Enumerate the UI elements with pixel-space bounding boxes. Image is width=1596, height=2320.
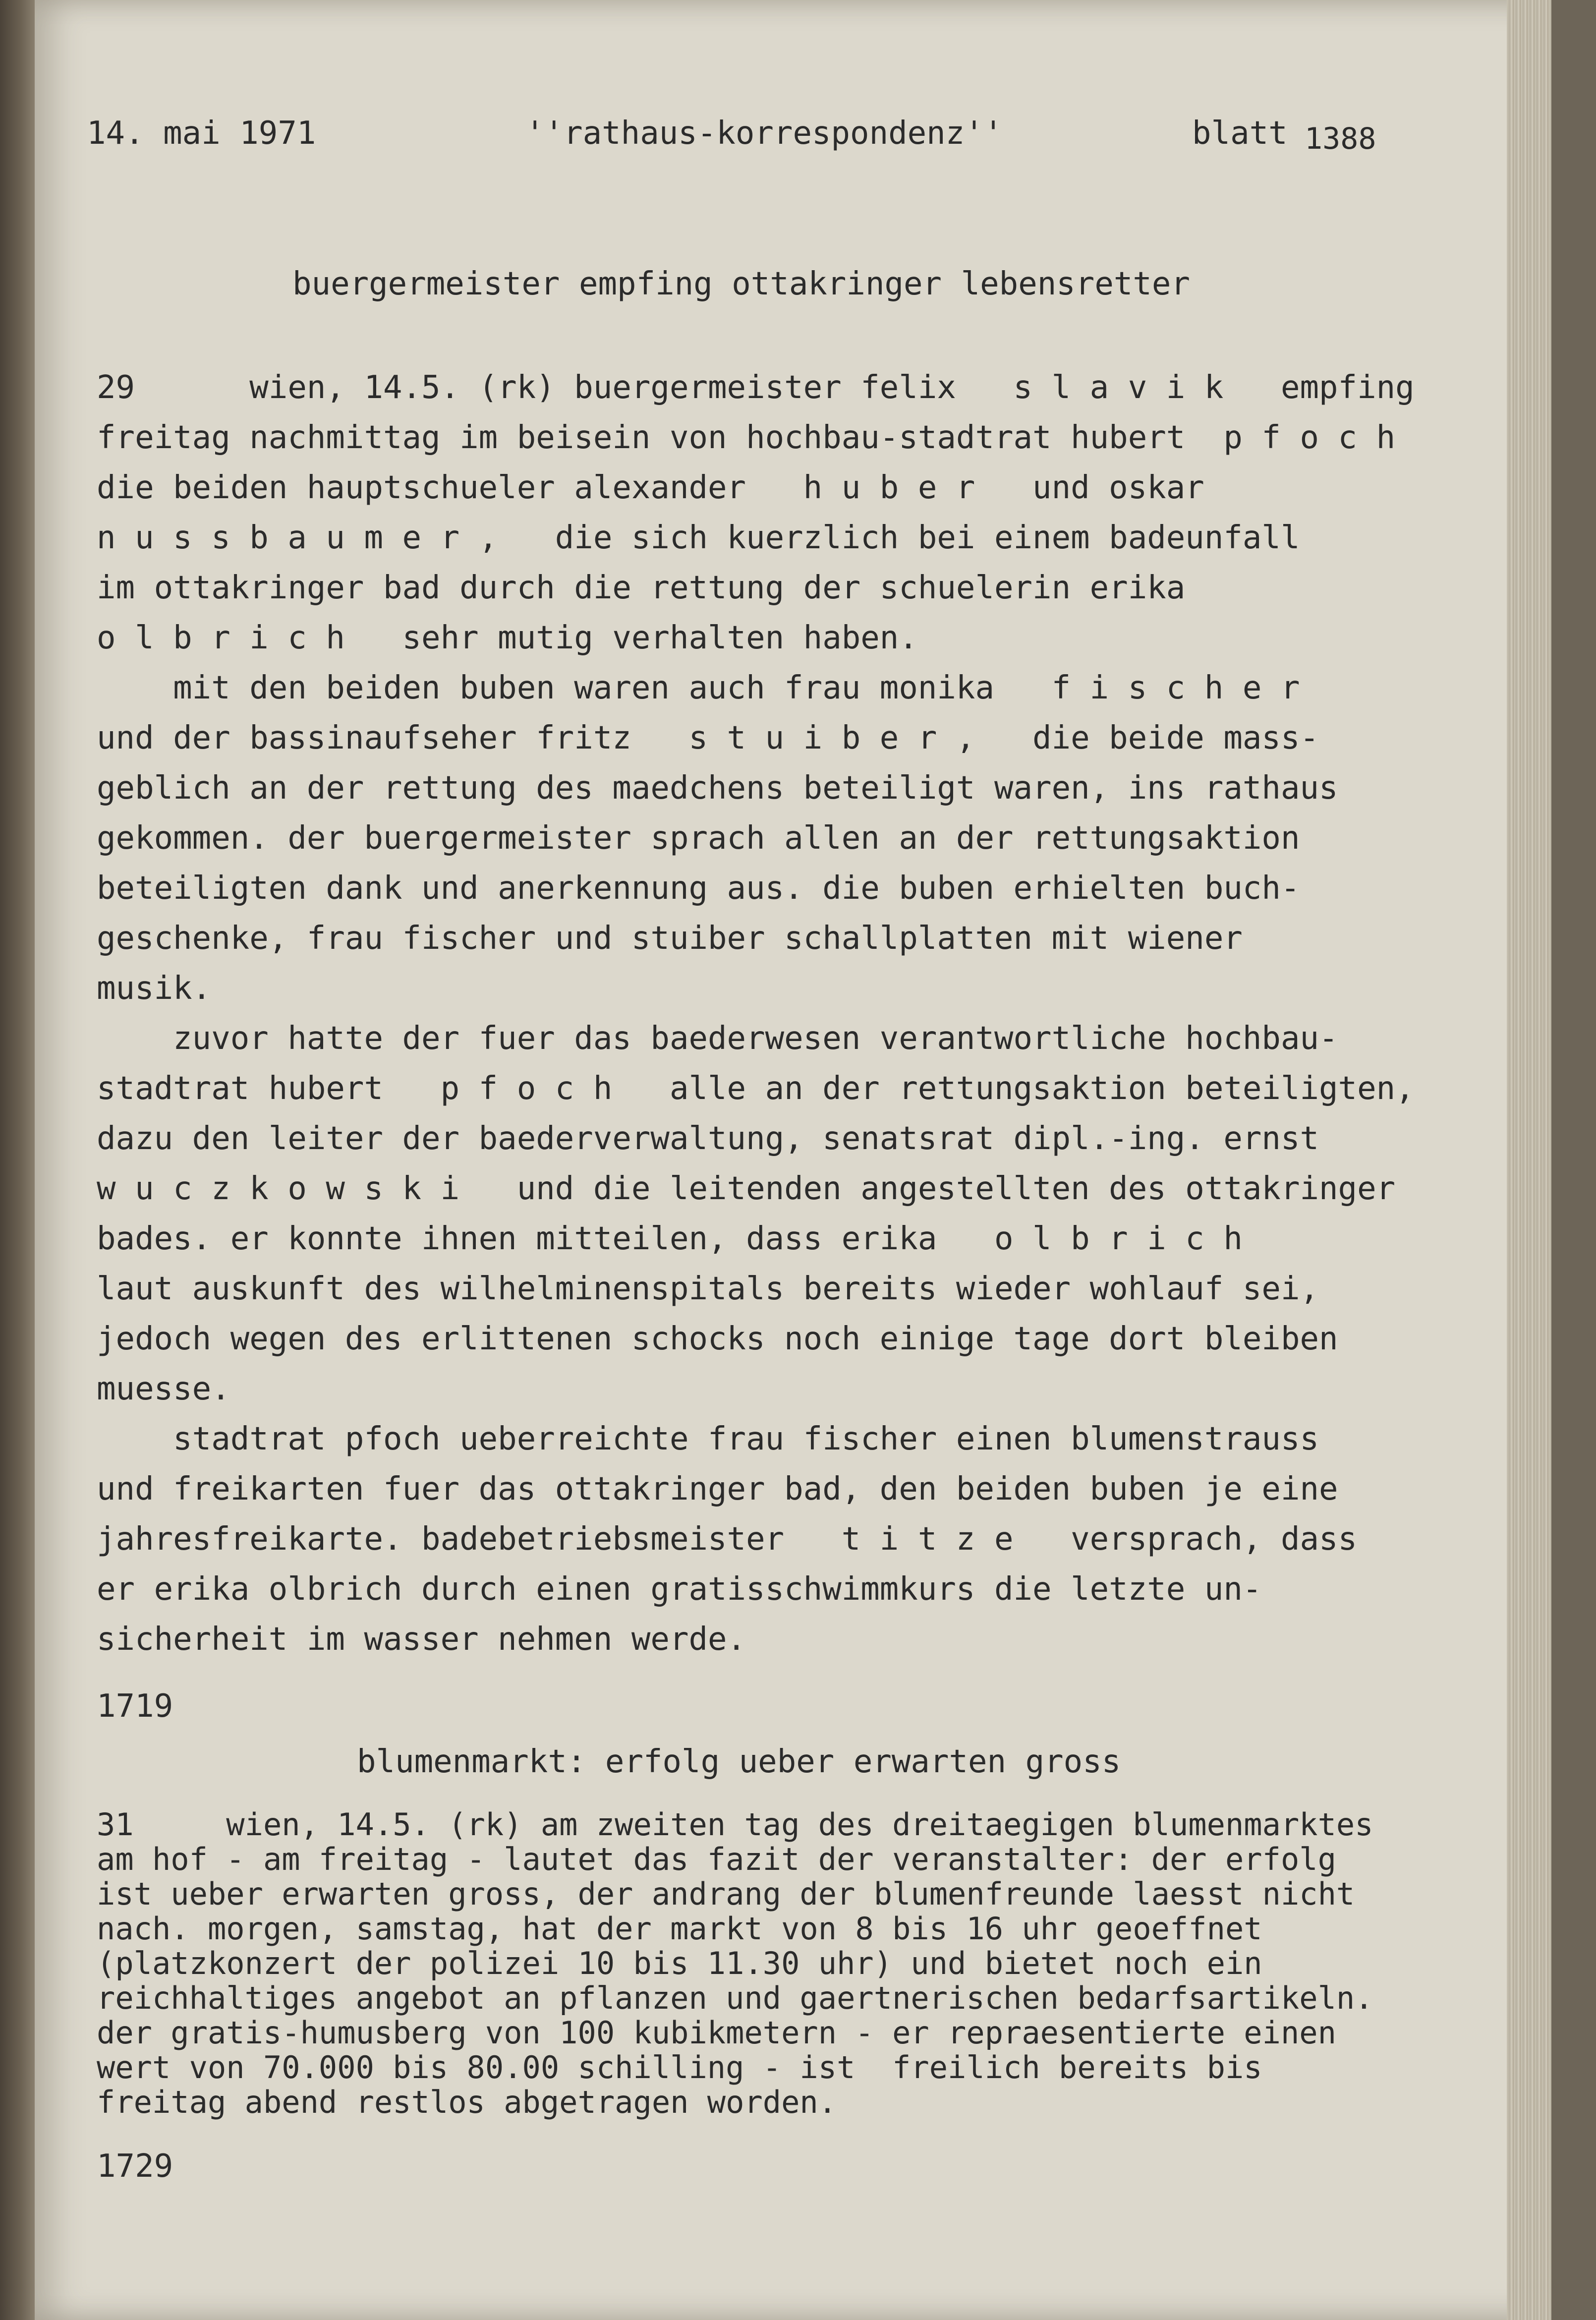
header-publication: ''rathaus-korrespondenz'': [525, 115, 1003, 152]
text-line: wert von 70.000 bis 80.00 schilling - ist freilich bereits bis: [97, 2049, 1262, 2086]
text-line: ist ueber erwarten gross, der andrang der blumenfreunde laesst nicht: [97, 1876, 1355, 1912]
text-line: er erika olbrich durch einen gratisschwimmkurs die letzte un-: [97, 1571, 1262, 1608]
article1-body: [97, 363, 1415, 1665]
header-sheet-label: blatt: [1192, 115, 1288, 152]
text-line: bades. er konnte ihnen mitteilen, dass erika o l b r i c h: [97, 1220, 1243, 1257]
header-date: 14. mai 1971: [87, 115, 316, 152]
text-line: und freikarten fuer das ottakringer bad, den beiden buben je eine: [97, 1471, 1338, 1508]
article2-body: [97, 1807, 1373, 2120]
text-line: gekommen. der buergermeister sprach allen an der rettungsaktion: [97, 820, 1300, 857]
text-line: die beiden hauptschueler alexander h u b e r und oskar: [97, 469, 1204, 506]
article1-headline: buergermeister empfing ottakringer lebensretter: [292, 266, 1190, 302]
text-line: (platzkonzert der polizei 10 bis 11.30 uhr) und bietet noch ein: [97, 1945, 1262, 1981]
text-line: zuvor hatte der fuer das baederwesen verantwortliche hochbau-: [97, 1020, 1338, 1057]
text-line: mit den beiden buben waren auch frau monika f i s c h e r: [97, 670, 1300, 706]
text-line: 29 wien, 14.5. (rk) buergermeister felix s l a v i k empfing: [97, 369, 1415, 406]
text-line: laut auskunft des wilhelminenspitals bereits wieder wohlauf sei,: [97, 1271, 1319, 1307]
text-line: nach. morgen, samstag, hat der markt von 8 bis 16 uhr geoeffnet: [97, 1911, 1262, 1947]
text-line: stadtrat hubert p f o c h alle an der rettungsaktion beteiligten,: [97, 1070, 1415, 1107]
text-line: reichhaltiges angebot an pflanzen und gaertnerischen bedarfsartikeln.: [97, 1980, 1373, 2016]
text-line: jedoch wegen des erlittenen schocks noch einige tage dort bleiben: [97, 1321, 1338, 1357]
text-line: 31 wien, 14.5. (rk) am zweiten tag des dreitaegigen blumenmarktes: [97, 1806, 1373, 1843]
header-sheet-number: 1388: [1305, 121, 1376, 156]
text-line: o l b r i c h sehr mutig verhalten haben.: [97, 620, 918, 656]
book-binding: [0, 0, 35, 2320]
text-line: freitag nachmittag im beisein von hochbau-stadtrat hubert p f o c h: [97, 419, 1396, 456]
text-line: sicherheit im wasser nehmen werde.: [97, 1621, 746, 1658]
text-line: w u c z k o w s k i und die leitenden angestellten des ottakringer: [97, 1170, 1396, 1207]
text-line: und der bassinaufseher fritz s t u i b e r , die beide mass-: [97, 720, 1319, 756]
text-line: geblich an der rettung des maedchens beteiligt waren, ins rathaus: [97, 770, 1338, 807]
text-line: im ottakringer bad durch die rettung der schuelerin erika: [97, 570, 1186, 606]
page-edges: [1507, 0, 1551, 2320]
text-line: stadtrat pfoch ueberreichte frau fischer einen blumenstrauss: [97, 1421, 1319, 1457]
text-line: jahresfreikarte. badebetriebsmeister t i t z e versprach, dass: [97, 1521, 1358, 1558]
text-line: geschenke, frau fischer und stuiber schallplatten mit wiener: [97, 920, 1243, 957]
text-line: freitag abend restlos abgetragen worden.: [97, 2084, 837, 2120]
article2-code: 1729: [97, 2148, 173, 2185]
article2-headline: blumenmarkt: erfolg ueber erwarten gross: [357, 1743, 1121, 1780]
text-line: beteiligten dank und anerkennung aus. die buben erhielten buch-: [97, 870, 1300, 907]
text-line: n u s s b a u m e r , die sich kuerzlich bei einem badeunfall: [97, 520, 1300, 556]
article1-code: 1719: [97, 1688, 173, 1725]
text-line: am hof - am freitag - lautet das fazit der veranstalter: der erfolg: [97, 1841, 1336, 1877]
text-line: dazu den leiter der baederverwaltung, senatsrat dipl.-ing. ernst: [97, 1120, 1319, 1157]
text-line: muesse.: [97, 1371, 230, 1407]
text-line: der gratis-humusberg von 100 kubikmetern - er repraesentierte einen: [97, 2015, 1336, 2051]
text-line: musik.: [97, 970, 212, 1007]
